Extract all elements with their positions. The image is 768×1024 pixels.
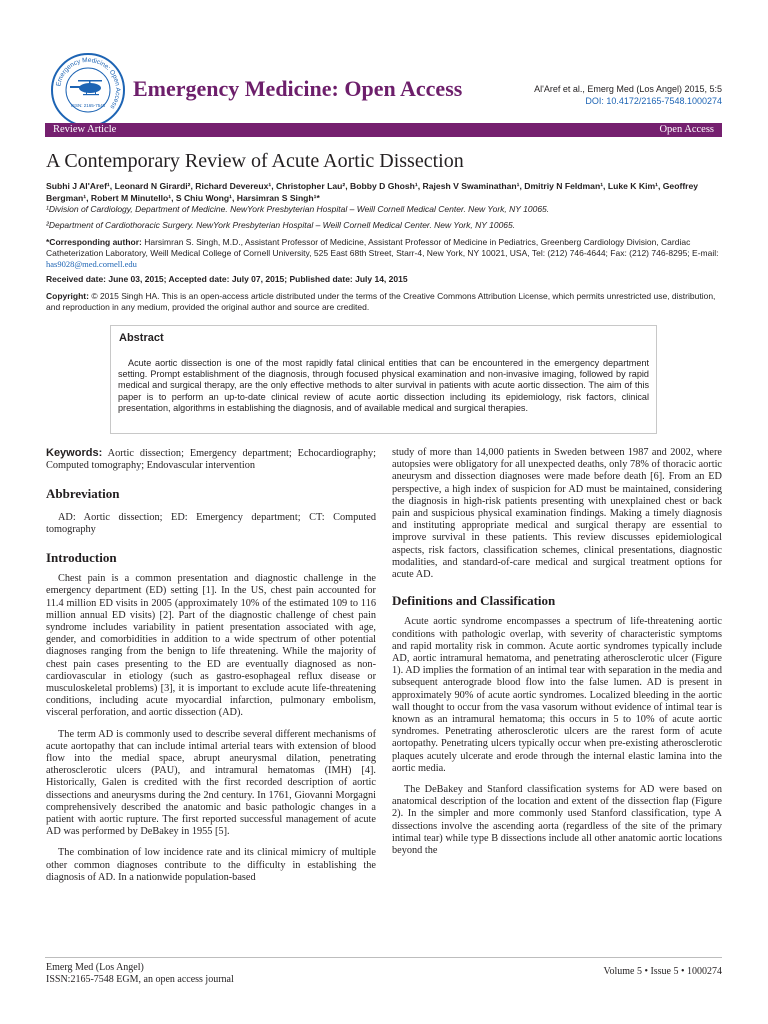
introduction-heading: Introduction [46, 550, 117, 565]
logo-ring-text: Emergency Medicine: Open Access [55, 56, 122, 111]
citation-block [534, 83, 722, 107]
article-type-bar [45, 123, 722, 137]
right-column [392, 447, 722, 857]
logo-issn: ISSN: 2165-7548 [70, 103, 106, 108]
affiliation-2: ²Department of Cardiothoracic Surgery. NewYork Presbyterian Hospital – Weill Cornell Medical Center. New York, NY 10065. [46, 220, 516, 230]
abstract-box [110, 325, 657, 434]
corresponding-author [46, 237, 726, 270]
abstract-heading: Abstract [119, 332, 164, 344]
journal-logo [50, 52, 126, 128]
publication-dates: Received date: June 03, 2015; Accepted date: July 07, 2015; Published date: July 14, 2015 [46, 274, 408, 284]
abstract-body: Acute aortic dissection is one of the most rapidly fatal clinical entities that can be encountered in the emergency department setting. Prompt establishment of the diagnosis, through focused physical examination and non-invasive imaging, followed by rapid medical and surgical therapy, are the only effective methods to alter survival in patients with acute aortic dissection. The aim of this paper is to perform an up-to-date clinical review of acute aortic dissection including its epidemiology, risk factors, clinical presentation, algorithms in establishing the diagnosis, and of available medical and surgical therapies. [118, 358, 649, 413]
footer-volume: Volume 5 • Issue 5 • 1000274 [603, 966, 722, 977]
helicopter-icon [70, 80, 102, 95]
corr-text: Harsimran S. Singh, M.D., Assistant Professor of Medicine, Assistant Professor of Medicine in Pediatrics, Greenberg Cardiology Division, Cardiac Catheterization Laboratory, Weill Medical College of Cornell University, 525 East 68th Street, Starr-4, New York, NY 10021, USA, Tel: (212) 746-4644; Fax: (212) 746-8295; E-mail: [46, 237, 719, 258]
corr-label: *Corresponding author: [46, 237, 142, 247]
article-title: A Contemporary Review of Acute Aortic Dissection [46, 150, 464, 172]
abbreviation-section [46, 488, 376, 537]
right-paragraph-2: Acute aortic syndrome encompasses a spectrum of life-threatening aortic conditions with pathologic overlap, with severity of characteristic symptoms and rapid mortality risk in common. Acute aortic syndromes typically include AD, aortic intramural hematoma, and penetrating atherosclerotic ulcer (Figure 1). AD implies the formation of an intimal tear with separation in the media and subsequent anterograde blood flow into the false lumen. AD is present in approximately 90% of acute aortic syndromes. Localized bleeding in the aortic wall thought to occur from the vasa vasorum without evidence of intimal tear is known as an intramural hematoma; this occurs in 5 to 10% of acute aortic syndromes. Penetrating atherosclerotic ulcers are the rarest form of acute aortopathy. Penetrating ulcers typically occur when pre-existing atherosclerotic plaques acutely ulcerate and erode through the internal elastic lamina into the aortic media. [392, 616, 722, 774]
intro-paragraph-2: The term AD is commonly used to describe several different mechanisms of acute aortopathy that can include intimal arterial tears with extension of blood flow into the medial space, abrupt aneurysmal dilation, penetrating atherosclerotic ulcers (PAU), and intramural hematomas (IMH) [4]. Historically, Galen is credited with the first recorded description of aortic dissections and aneurysms during the 2nd century. In 1761, Giovanni Morgagni comprehensively described the anatomic and basic pathologic changes in a patient with aortic rupture. The first reported successful management of acute AD was performed by DeBakey in 1955 [5]. [46, 728, 376, 838]
footer-divider [45, 957, 722, 958]
left-column [46, 447, 376, 472]
affiliation-1: ¹Division of Cardiology, Department of Medicine. NewYork Presbyterian Hospital – Weill Cornell Medical Center. New York, NY 10065. [46, 204, 550, 214]
journal-title: Emergency Medicine: Open Access [133, 76, 463, 101]
article-type-label: Review Article [53, 124, 117, 135]
author-list: Subhi J Al'Aref¹, Leonard N Girardi², Richard Devereux¹, Christopher Lau², Bobby D Ghosh¹, Rajesh V Swaminathan¹, Dmitriy N Feldman¹, Luke K Kim¹, Geoffrey Bergman¹, Robert M Minutello¹, S Chiu Wong¹, Harsimran S Singh¹* [46, 181, 699, 203]
keywords-label: Keywords: [46, 447, 103, 459]
keywords [46, 447, 376, 472]
copyright-label: Copyright: [46, 291, 89, 301]
intro-paragraph-3: The combination of low incidence rate and its clinical mimicry of multiple other common diagnoses contribute to the difficulty in establishing the diagnosis of AD. In a nationwide population-based [46, 847, 376, 883]
footer-journal-info [46, 962, 234, 986]
email-link[interactable]: has9028@med.cornell.edu [46, 259, 137, 269]
abbreviation-text: AD: Aortic dissection; ED: Emergency department; CT: Computed tomography [46, 512, 376, 536]
footer-journal: Emerg Med (Los Angel) [46, 962, 144, 973]
definitions-heading: Definitions and Classification [392, 593, 556, 609]
citation-text: Al'Aref et al., Emerg Med (Los Angel) 2015, 5:5 [534, 84, 722, 94]
doi-link[interactable]: DOI: 10.4172/2165-7548.1000274 [585, 96, 722, 106]
footer-issn: ISSN:2165-7548 EGM, an open access journal [46, 974, 234, 985]
copyright-text: © 2015 Singh HA. This is an open-access article distributed under the terms of the Creative Commons Attribution License, which permits unrestricted use, distribution, and reproduction in any medium, provided the original author and source are credited. [46, 291, 716, 312]
copyright-notice [46, 291, 726, 313]
right-paragraph-3: The DeBakey and Stanford classification systems for AD were based on anatomical description of the location and extent of the dissection flap (Figure 2). In the simpler and more commonly used Stanford classification, type A dissections involve the ascending aorta (regardless of the site of the primary intimal tear) while type B dissections include all other anatomic aortic locations beyond the [392, 784, 722, 857]
open-access-label: Open Access [659, 124, 714, 135]
intro-paragraph-1: Chest pain is a common presentation and diagnostic challenge in the emergency department (ED) setting [1]. In the US, chest pain accounted for 11.4 million ED visits in 2005 (approximately 10% of the estimated 109 to 116 million annual ED visits) [2]. Part of the diagnostic challenge of chest pain syndrome includes variability in patient presentation associated with age, gender, and comorbidities in addition to a wide spectrum of other potential diagnoses ranging from the benign to life threatening. While the majority of chest pain cases presenting to the ED are eventually diagnosed as non-cardiovascular in etiology (such as gastro-esophageal reflux disease or musculoskeletal problems) [3], it is important to exclude acute life-threatening conditions, including acute myocardial infarction, pulmonary embolism, visceral perforation, and aortic dissection (AD). [46, 573, 376, 719]
introduction-section [46, 552, 376, 884]
right-paragraph-1: study of more than 14,000 patients in Sweden between 1987 and 2002, where autopsies were obligatory for all unexpected deaths, only 78% of thoracic aortic aneurysm and dissection diagnoses were made before death [6]. From an ED perspective, a high index of suspicion for AD must be maintained, considering the diagnosis in high-risk patients presenting with unexplained chest or back pain and suspicious physical examination findings. Making a timely diagnosis and instituting appropriate medical and surgical therapy are essential to improve survival in these patients. This review discusses epidemiological aspects, risk factors, classification schemes, clinical presentations, diagnostic modalities, and standard-of-care medical and surgical treatment options for acute AD. [392, 447, 722, 581]
keywords-text: Aortic dissection; Emergency department; Echocardiography; Computed tomography; Endovascular intervention [46, 448, 376, 472]
abbreviation-heading: Abbreviation [46, 486, 120, 501]
